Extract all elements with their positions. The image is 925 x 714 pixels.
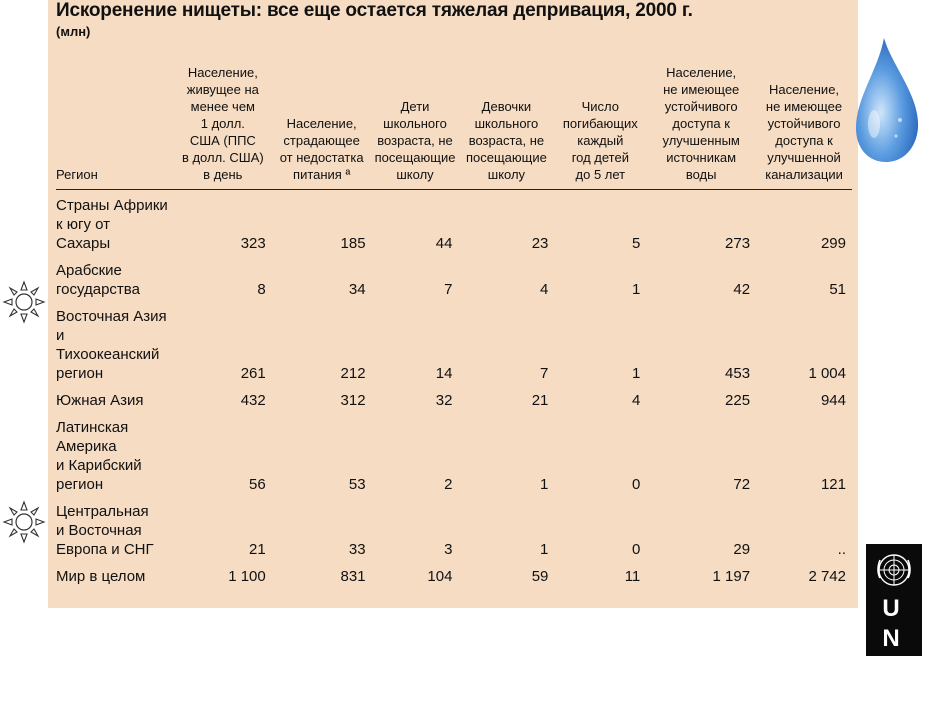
column-header-region: Регион (56, 167, 98, 182)
column-header-girls-out-of-school: Девочки школьного возраста, не посещающие школу (465, 99, 547, 182)
table-cell: 11 (624, 568, 641, 585)
table-row (56, 385, 852, 412)
water-drop-icon (852, 36, 922, 164)
table-cell: 312 (340, 392, 366, 409)
table-cell: 3 (444, 541, 453, 558)
region-name: Арабские государства (56, 262, 140, 298)
sun-icon (2, 500, 46, 544)
table-cell: 0 (631, 476, 641, 493)
table-cell: 7 (444, 281, 453, 298)
table-cell: 5 (631, 235, 641, 252)
region-name: Мир в целом (56, 568, 146, 585)
table-cell: 1 100 (228, 568, 266, 585)
table-cell: 4 (540, 281, 549, 298)
table-cell: 1 (540, 541, 549, 558)
table-cell: 2 (444, 476, 453, 493)
table-cell: 53 (348, 476, 366, 493)
table-cell: 1 (631, 365, 641, 382)
table-row (56, 190, 852, 256)
table-cell: 59 (531, 568, 549, 585)
table-panel (48, 0, 858, 608)
table-cell: 0 (631, 541, 641, 558)
undp-logo (866, 544, 922, 712)
table-cell: 72 (733, 476, 751, 493)
sun-icon (2, 280, 46, 324)
table-cell: 4 (631, 392, 641, 409)
page-title: Искоренение нищеты: все еще остается тяжелая депривация, 2000 г. (56, 0, 693, 21)
table-cell: .. (837, 541, 846, 558)
column-header-children-out-of-school: Дети школьного возраста, не посещающие школу (374, 99, 456, 182)
table-body (56, 190, 852, 589)
table-cell: 34 (348, 281, 366, 298)
table-row (56, 255, 852, 301)
table-cell: 33 (348, 541, 366, 558)
table-cell: 944 (820, 392, 846, 409)
table-cell: 14 (435, 365, 453, 382)
table-cell: 299 (820, 235, 846, 252)
region-name: Южная Азия (56, 392, 144, 409)
table-cell: 185 (340, 235, 366, 252)
deprivation-table (56, 64, 852, 588)
table-cell: 42 (733, 281, 751, 298)
unit-label: (млн) (56, 24, 91, 39)
table-cell: 44 (435, 235, 453, 252)
table-cell: 1 (631, 281, 641, 298)
table-row (56, 412, 852, 496)
table-row (56, 561, 852, 588)
region-name: Центральная и Восточная Европа и СНГ (56, 503, 154, 558)
table-cell: 212 (340, 365, 366, 382)
column-header-child-deaths: Число погибающих каждый год детей до 5 лет (562, 99, 638, 182)
column-header-undernourished: Население, страдающее от недостатка питания ª (279, 116, 364, 182)
table-cell: 21 (249, 541, 266, 558)
table-row (56, 496, 852, 561)
table-cell: 104 (427, 568, 453, 585)
column-header-no-sanitation: Население, не имеющее устойчивого доступа к улучшенной канализации (765, 82, 843, 182)
table-cell: 51 (829, 281, 846, 298)
table-cell: 453 (725, 365, 751, 382)
column-header-no-water: Население, не имеющее устойчивого доступа к улучшенным источникам воды (662, 65, 740, 182)
table-cell: 1 004 (808, 365, 846, 382)
table-cell: 225 (725, 392, 751, 409)
table-cell: 1 197 (712, 568, 751, 585)
table-cell: 261 (240, 365, 266, 382)
region-name: Латинская Америка и Карибский регион (56, 419, 142, 493)
table-cell: 7 (540, 365, 549, 382)
table-cell: 8 (257, 281, 266, 298)
table-cell: 273 (725, 235, 751, 252)
undp-logo-text: U N D P (882, 595, 906, 712)
table-cell: 831 (340, 568, 366, 585)
table-cell: 32 (435, 392, 453, 409)
table-cell: 121 (820, 476, 846, 493)
table-cell: 2 742 (808, 568, 846, 585)
region-name: Восточная Азия и Тихоокеанский регион (56, 308, 167, 382)
table-header-row (56, 64, 852, 190)
table-cell: 23 (531, 235, 549, 252)
table-cell: 21 (531, 392, 549, 409)
region-name: Страны Африки к югу от Сахары (56, 197, 168, 252)
column-header-poverty: Население, живущее на менее чем 1 долл. США (ППС в долл. США) в день (181, 65, 264, 182)
table-cell: 323 (240, 235, 266, 252)
table-row (56, 301, 852, 385)
table-cell: 56 (249, 476, 266, 493)
table-cell: 432 (240, 392, 266, 409)
un-emblem-icon (874, 550, 914, 590)
table-cell: 29 (733, 541, 751, 558)
table-cell: 1 (540, 476, 549, 493)
